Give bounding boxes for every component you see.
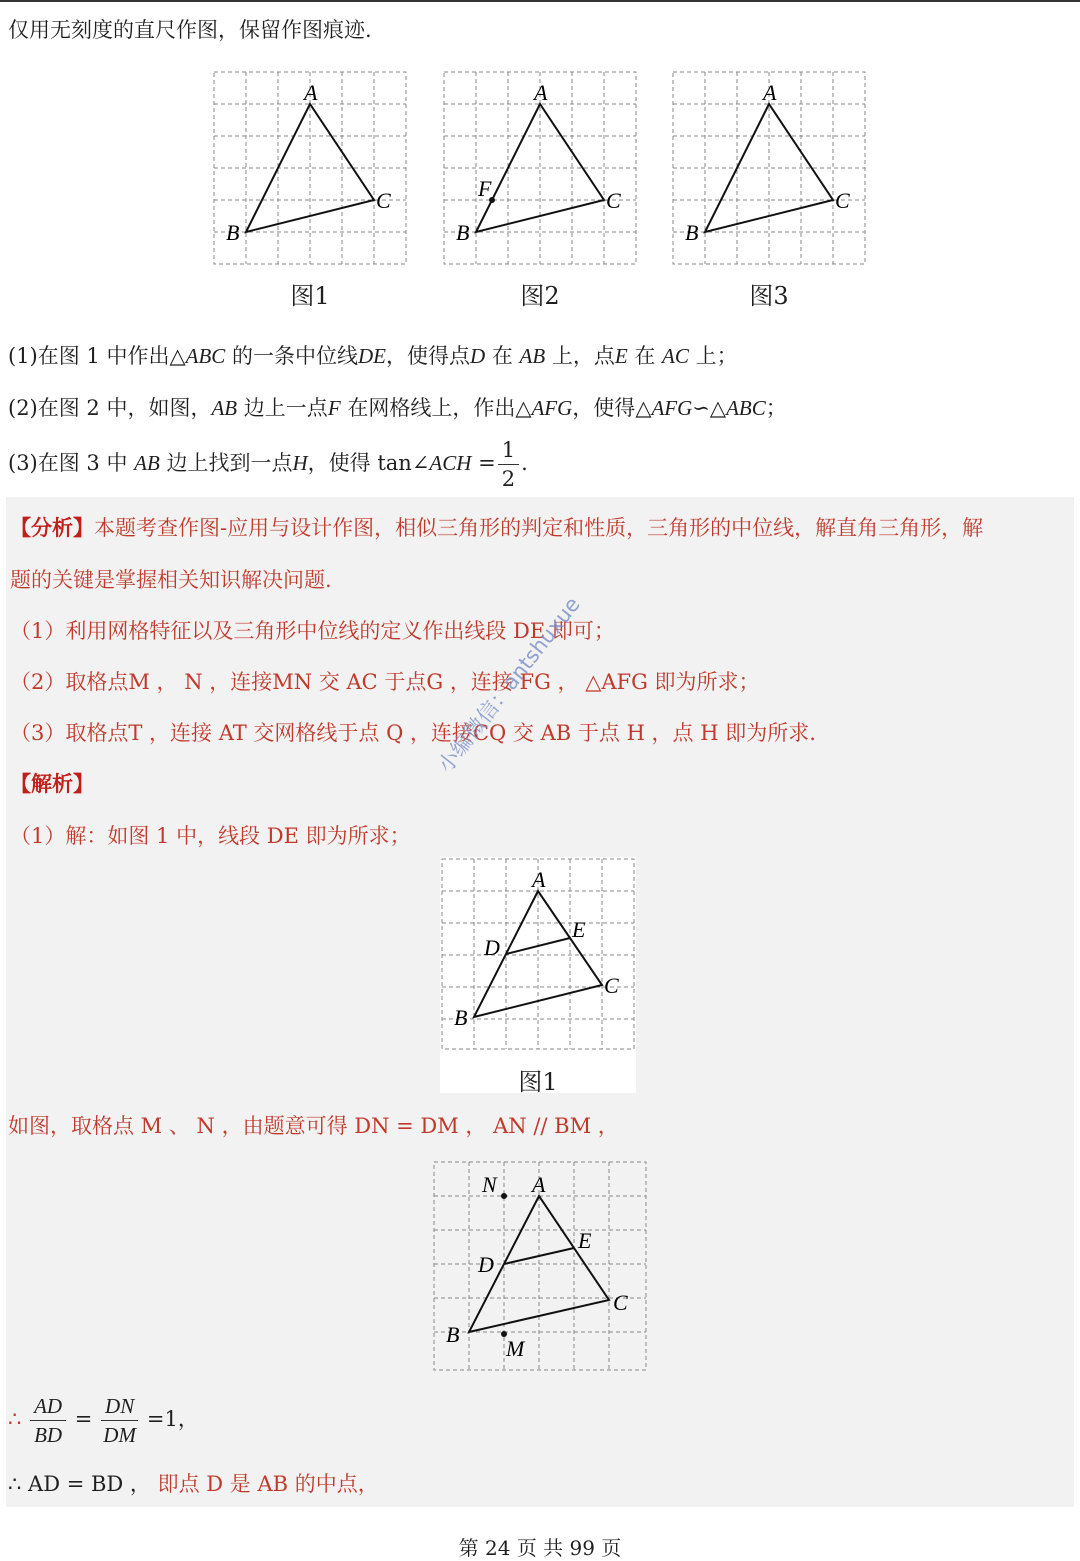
q2-text-a: (2)在图 2 中，如图， (8, 396, 212, 420)
label-m: M (506, 1336, 525, 1361)
label-a: A (534, 80, 548, 105)
frac-num: 1 (498, 436, 519, 465)
q3-text-c: 边上找到一点 (159, 451, 293, 475)
solution-figure-2 (432, 1160, 648, 1372)
q3-text-g: = (471, 451, 496, 475)
therefore-symbol: ∴ (8, 1407, 22, 1431)
label-e: E (572, 917, 586, 942)
analysis-line-2: 题的关键是掌握相关知识解决问题. (10, 568, 332, 592)
solution-line-3a: ∴ AD = BD ， (8, 1472, 151, 1496)
label-c: C (376, 188, 391, 213)
q1-text-m: 上； (688, 344, 738, 368)
q1-abc: ABC (185, 344, 226, 368)
solution-heading: 【解析】 (10, 771, 94, 796)
solution-figure-1 (440, 857, 636, 1093)
solution-line-1: （1）解：如图 1 中，线段 DE 即为所求； (10, 824, 411, 848)
q1-e: E (614, 344, 628, 368)
page-footer: 第 24 页 共 99 页 (458, 1536, 622, 1560)
q2-ab: AB (211, 396, 238, 420)
triangle-symbol: △ (709, 396, 727, 420)
triangle-symbol: △ (515, 396, 532, 420)
q1-text-k: 在 (627, 344, 663, 368)
q1-text-e: ，使得点 (385, 344, 470, 368)
frac-dn: DN (101, 1392, 138, 1421)
q3-ab: AB (134, 451, 160, 475)
label-a: A (763, 80, 777, 105)
figure-3-caption: 图3 (749, 282, 789, 310)
analysis-heading: 【分析】 (10, 515, 94, 540)
analysis-step-3: （3）取格点T ，连接 AT 交网格线于点 Q ，连接CQ 交 AB 于点 H ，点 H 即为所求. (10, 721, 816, 745)
q1-de: DE (357, 344, 386, 368)
figure-1 (212, 70, 408, 266)
q2-text-j: ； (765, 396, 787, 420)
label-n: N (482, 1172, 497, 1197)
q2-text-g: ，使得 (572, 396, 636, 420)
figure-2-caption: 图2 (520, 282, 560, 310)
intro-text: 仅用无刻度的直尺作图，保留作图痕迹. (8, 18, 372, 42)
q3-text-h: . (521, 451, 528, 475)
label-a: A (532, 1172, 546, 1197)
label-c: C (613, 1290, 628, 1315)
analysis-text-1: 本题考查作图-应用与设计作图，相似三角形的判定和性质，三角形的中位线，解直角三角形，解 (94, 516, 984, 540)
similar-symbol: ∽ (692, 396, 710, 420)
q1-text-g: 在 (485, 344, 520, 368)
q1-d: D (469, 344, 486, 368)
label-b: B (456, 220, 470, 245)
analysis-line-1 (10, 512, 983, 542)
label-a: A (532, 867, 546, 892)
q3-text-a: (3)在图 3 中 (8, 451, 135, 475)
label-b: B (454, 1005, 468, 1030)
frac-dm: DM (103, 1423, 136, 1447)
figure-2 (442, 70, 638, 266)
label-c: C (606, 188, 621, 213)
frac-den: 2 (501, 467, 516, 491)
fraction-ad-bd (30, 1392, 66, 1449)
q1-text-a: (1)在图 1 中作出 (8, 344, 170, 368)
question-1 (8, 340, 738, 370)
solution-figure-1-caption: 图1 (518, 1068, 558, 1096)
label-c: C (604, 973, 619, 998)
q3-ach: ACH (429, 451, 472, 475)
fraction-dn-dm (101, 1392, 138, 1449)
q1-ab: AB (519, 344, 546, 368)
label-d: D (484, 935, 500, 960)
label-c: C (835, 188, 850, 213)
analysis-step-1: （1）利用网格特征以及三角形中位线的定义作出线段 DE 即可； (10, 619, 615, 643)
solution-fraction-line (8, 1392, 199, 1449)
fraction-tail: =1， (146, 1407, 199, 1431)
solution-line-3b: 即点 D 是 AB 的中点， (157, 1472, 379, 1496)
equals-sign: = (74, 1407, 93, 1431)
q1-text-c: 的一条中位线 (225, 344, 358, 368)
q1-text-i: 上，点 (545, 344, 615, 368)
label-e: E (578, 1228, 592, 1253)
fraction-one-half (498, 436, 519, 493)
triangle-symbol: △ (635, 396, 652, 420)
frac-bd: BD (34, 1423, 63, 1447)
q2-text-e: 在网格线上，作出 (340, 396, 516, 420)
question-2 (8, 392, 787, 422)
frac-ad: AD (30, 1392, 66, 1421)
q1-ac: AC (662, 344, 689, 368)
label-f: F (478, 176, 492, 201)
figure-1-caption: 图1 (290, 282, 330, 310)
q2-text-c: 边上一点 (237, 396, 328, 420)
solution-line-3 (8, 1468, 379, 1498)
q3-text-e: ，使得 tan∠ (307, 451, 430, 475)
triangle-symbol: △ (169, 344, 186, 368)
solution-line-2: 如图，取格点 M 、 N ，由题意可得 DN = DM ， AN // BM ， (8, 1114, 619, 1138)
q2-afg: AFG (531, 396, 573, 420)
label-b: B (226, 220, 240, 245)
q3-h: H (292, 451, 308, 475)
label-b: B (685, 220, 699, 245)
analysis-step-2: （2）取格点M ， N ，连接MN 交 AC 于点G ，连接 FG ， △AFG 即为所求； (10, 670, 760, 694)
q2-abc: ABC (726, 396, 766, 420)
watermark: 小编微信：antshuxue (433, 592, 585, 778)
label-a: A (304, 80, 318, 105)
q2-f: F (327, 396, 341, 420)
question-3 (8, 436, 528, 493)
label-d: D (478, 1252, 494, 1277)
figure-3 (671, 70, 867, 266)
top-rule (0, 0, 1080, 2)
label-b: B (446, 1322, 460, 1347)
q2-afg-2: AFG (651, 396, 693, 420)
